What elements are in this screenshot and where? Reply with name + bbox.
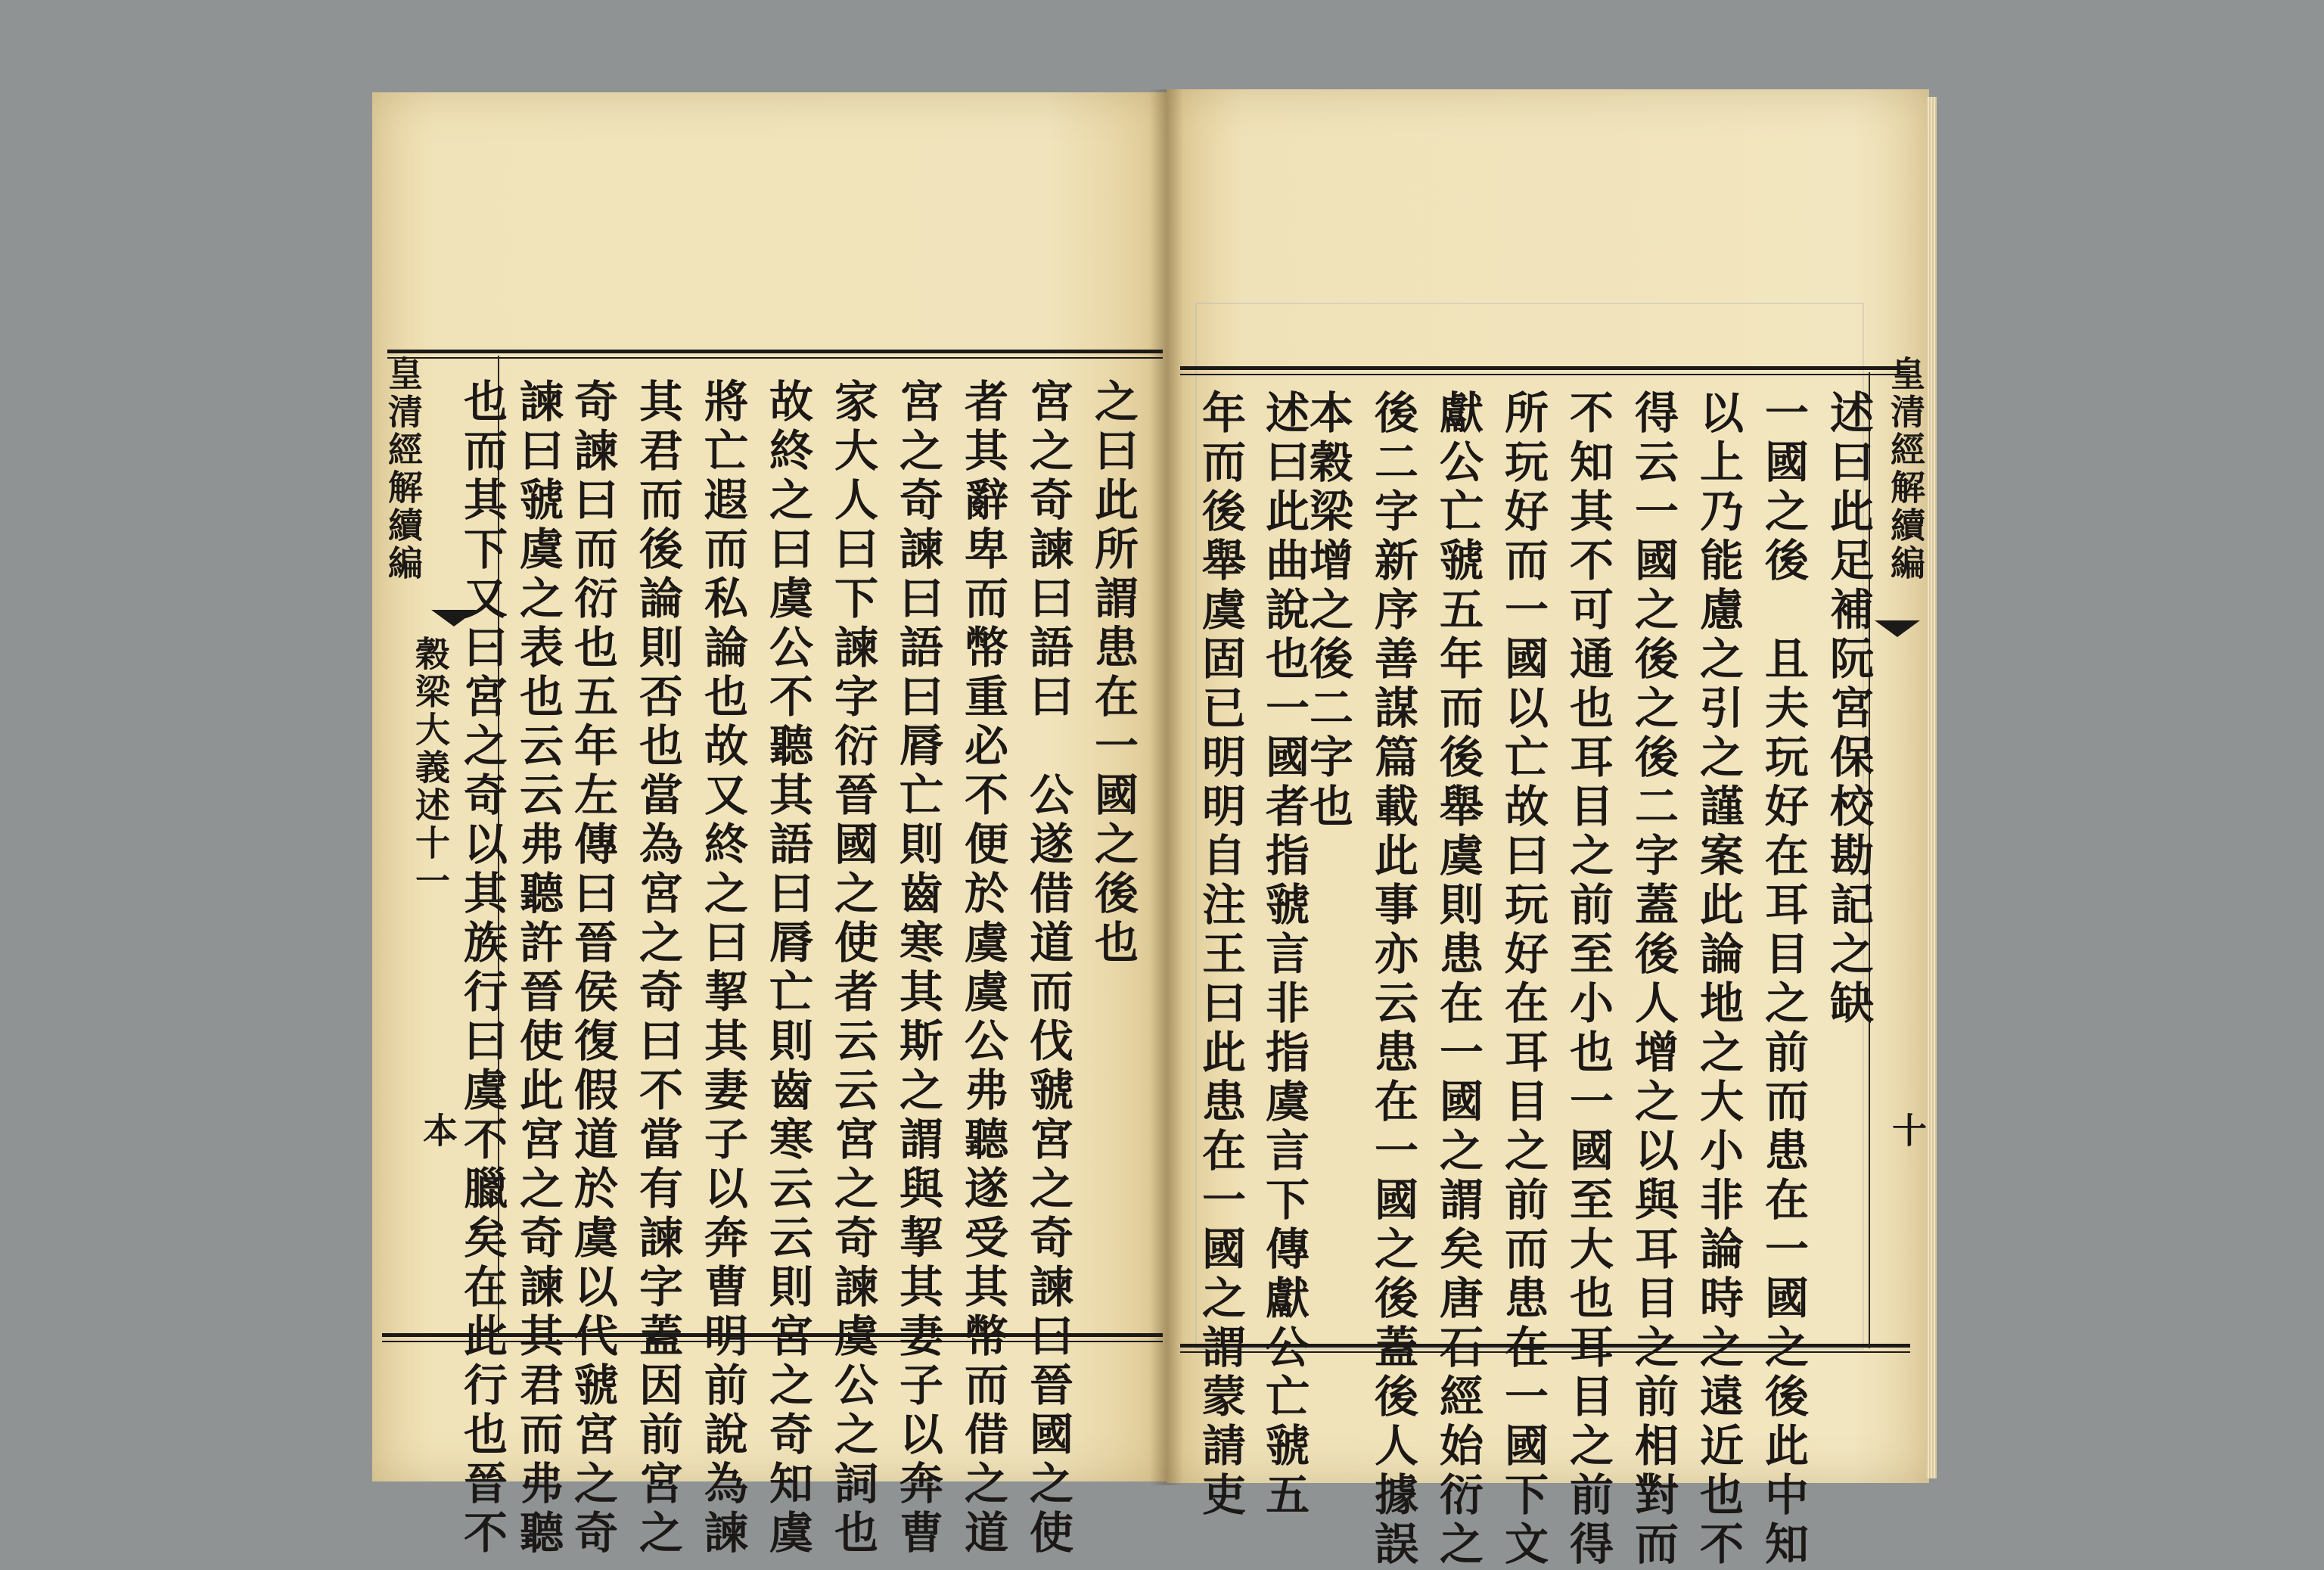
left-column-6: 故終之曰虞公不聽其語曰脣亡則齒寒云云則宮之奇知虞 bbox=[762, 378, 813, 1559]
left-column-3: 者其辭卑而幣重必不便於虞虞公弗聽遂受其幣而借之道 bbox=[957, 378, 1008, 1559]
right-column-1: 述曰此足補阮宮保校勘記之缺 bbox=[1822, 390, 1874, 1029]
right-margin-title: 皇清經解續編 bbox=[1885, 356, 1926, 583]
right-column-6: 所玩好而一國以亡故曰玩好在耳目之前而患在一國下文 bbox=[1497, 390, 1549, 1570]
left-column-9: 奇諫曰而衍也五年左傳曰晉侯復假道於虞以代虢宮之奇 bbox=[567, 378, 618, 1559]
right-column-2: 一國之後 且夫玩好在耳目之前而患在一國之後此中知 bbox=[1757, 390, 1809, 1570]
left-top-rule bbox=[387, 350, 1163, 353]
right-column-10: 述曰此曲說也一國者指虢言非指虞言下傳獻公亡虢五 bbox=[1258, 390, 1310, 1521]
right-top-rule bbox=[1180, 366, 1910, 370]
right-column-5: 不知其不可通也耳目之前至小也一國至大也耳目之前得 bbox=[1562, 390, 1614, 1570]
right-column-8: 後二字新序善謀篇載此事亦云患在一國之後蓋後人據誤 bbox=[1367, 390, 1418, 1570]
left-margin-title: 皇清經解續編 bbox=[383, 356, 424, 583]
left-column-5: 家大人曰下諫字衍晉國之使者云云宮之奇諫虞公之詞也 bbox=[827, 378, 878, 1559]
left-margin-bottom: 本 bbox=[418, 1112, 458, 1150]
book-gutter bbox=[1150, 89, 1183, 1485]
left-column-11: 也而其下又曰宮之奇以其族行曰虞不臘矣在此行也晉不 bbox=[456, 378, 508, 1559]
right-column-11: 年而後舉虞固已明明自注王曰此患在一國之謂蒙請吏 bbox=[1195, 390, 1246, 1521]
right-column-4: 得云一國之後之後二字蓋後人增之以與耳目之前相對而 bbox=[1627, 390, 1679, 1570]
left-column-7: 將亡遐而私論也故又終之曰挈其妻子以奔曹明前說為諫 bbox=[697, 378, 748, 1559]
page-edge bbox=[1926, 97, 1937, 1478]
left-top-rule-inner bbox=[387, 357, 1163, 359]
right-column-3: 以上乃能慮之引之謹案此論地之大小非論時之遠近也不 bbox=[1692, 390, 1744, 1570]
left-column-4: 宮之奇諫曰語曰脣亡則齒寒其斯之謂與挈其妻子以奔曹 bbox=[892, 378, 943, 1559]
right-column-9: 本穀梁增之後二字也 bbox=[1302, 390, 1353, 832]
left-column-2: 宮之奇諫曰語曰 公遂借道而伐虢宮之奇諫曰晉國之使 bbox=[1022, 378, 1073, 1559]
right-column-7: 獻公亡虢五年而後舉虞則患在一國之謂矣唐石經始衍之 bbox=[1432, 390, 1484, 1570]
left-column-10: 諫曰虢虞之表也云云弗聽許晉使此宮之奇諫其君而弗聽 bbox=[512, 378, 564, 1559]
left-column-1: 之曰此所謂患在一國之後也 bbox=[1087, 378, 1139, 968]
right-fish-tail bbox=[1875, 620, 1920, 637]
right-top-rule-inner bbox=[1180, 374, 1910, 375]
left-column-8: 其君而後論則否也當為宮之奇曰不當有諫字蓋因前宮之 bbox=[632, 378, 683, 1559]
left-margin-section: 穀梁大義述十一 bbox=[410, 636, 451, 900]
right-margin-number: 十 bbox=[1887, 1112, 1928, 1150]
